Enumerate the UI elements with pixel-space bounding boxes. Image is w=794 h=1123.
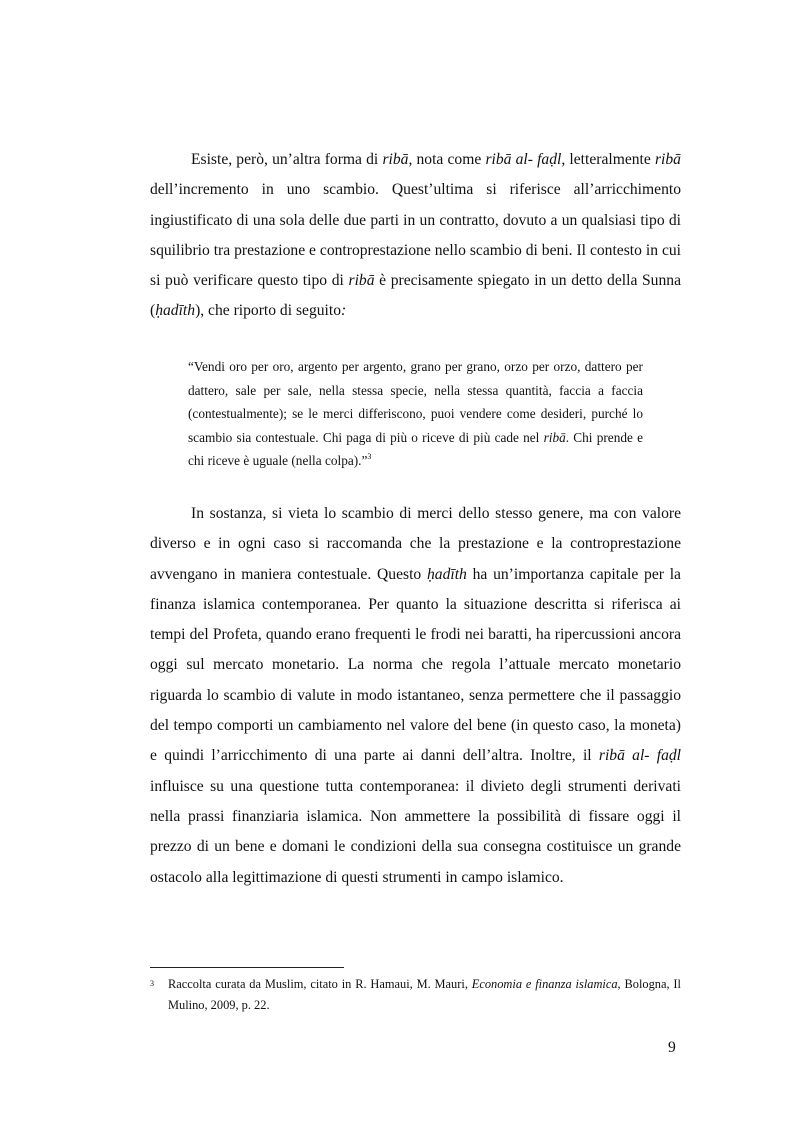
footnote-separator [150,967,344,968]
term-riba: ribā [654,151,681,168]
footnote: 3 Raccolta curata da Muslim, citato in R. Hamaui, M. Mauri, Economia e finanza islamica, Bologna, Il Mulino, 2009, p. 22. [150,974,681,1016]
footnote-mark: 3 [150,979,154,988]
paragraph-1: Esiste, però, un’altra forma di ribā, nota come ribā al- faḍl, letteralmente ribā dell’incremento in uno scambio. Quest’ultima si riferisce all’arricchimento ingiustificato di una sola delle due parti in un contratto, dovuto a un qualsiasi tipo di squilibrio tra prestazione e controprestazione nello scambio di beni. Il contesto in cui si può verificare questo tipo di ribā è precisamente spiegato in un detto della Sunna (ḥadīth), che riporto di seguito: [150,151,681,320]
page-number: 9 [668,1039,676,1056]
book-title: Economia e finanza islamica [471,977,618,991]
term-hadith: ḥadīth [426,565,467,583]
footnote-reference[interactable]: 3 [367,452,372,461]
term-hadith: ḥadīth [155,302,196,320]
block-quote: “Vendi oro per oro, argento per argento, grano per grano, orzo per orzo, dattero per dattero, sale per sale, nella stessa specie, nella stessa quantità, faccia a faccia (contestualmente); se le merci differiscono, puoi vendere come desideri, purché lo scambio sia contestuale. Chi paga di più o riceve di più cade nel ribā. Chi prende e chi riceve è uguale (nella colpa).”$^3$ [188,359,643,468]
paragraph-2: In sostanza, si vieta lo scambio di merci dello stesso genere, ma con valore diverso e in ogni caso si raccomanda che la prestazione e la controprestazione avvengano in maniera contestuale. Questo ḥadīth ha un’importanza capitale per la finanza islamica contemporanea. Per quanto la situazione descritta si riferisca ai tempi del Profeta, quando erano frequenti le frodi nei baratti, ha ripercussioni ancora oggi sul mercato monetario. La norma che regola l’attuale mercato monetario riguarda lo scambio di valute in modo istantaneo, senza permettere che il passaggio del tempo comporti un cambiamento nel valore del bene (in questo caso, la moneta) e quindi l’arricchimento di una parte ai danni dell’altra. Inoltre, il ribā al- faḍl influisce su una questione tutta contemporanea: il divieto degli strumenti derivati nella prassi finanziaria islamica. Non ammettere la possibilità di fissare oggi il prezzo di un bene e domani le condizioni della sua consegna costituisce un grande ostacolo alla legittimazione di questi strumenti in campo islamico. [150,505,682,886]
term-riba-al-fadl: ribā al- faḍl [598,747,682,765]
term-riba-al-fadl: ribā al- faḍl [485,151,562,168]
term-riba: ribā [382,151,409,168]
term-riba: ribā [543,429,566,445]
term-riba: ribā [348,272,375,290]
